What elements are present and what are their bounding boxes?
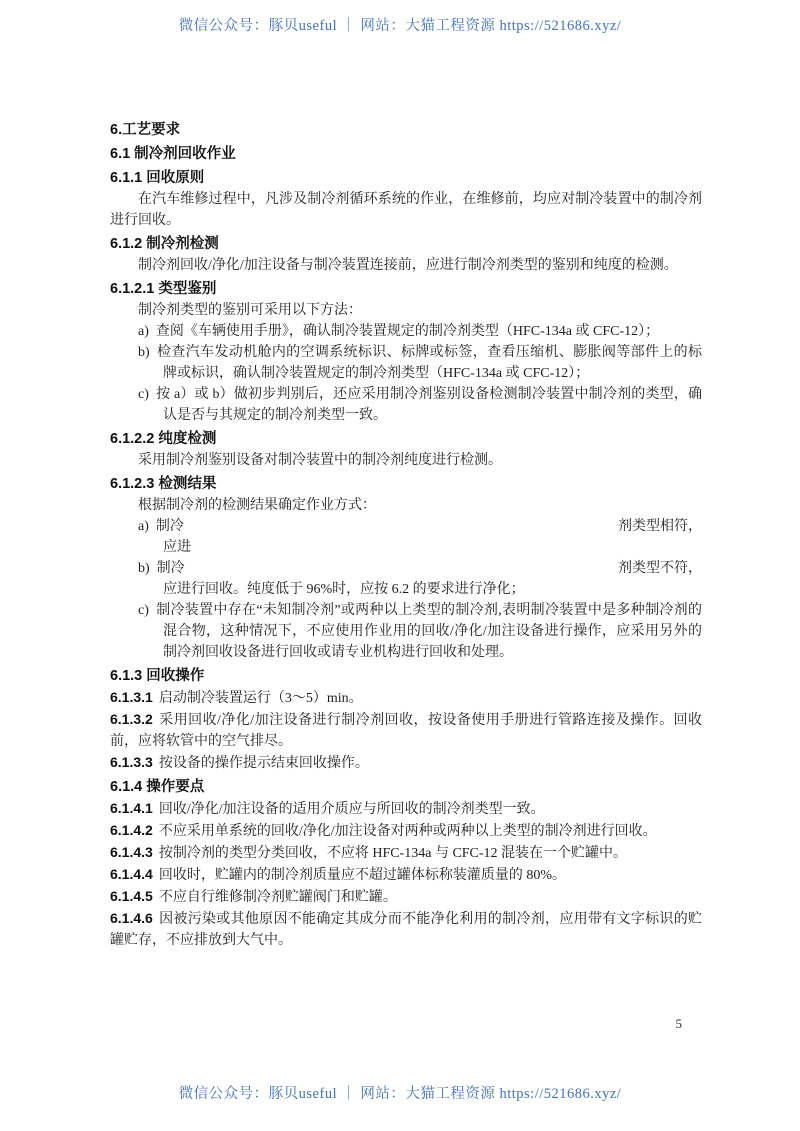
numbered-clause (110, 752, 702, 774)
clause-number: 6.1.4.3 (110, 844, 153, 860)
section-heading: 6.1.2.3 检测结果 (110, 476, 217, 492)
list-item-text: 检查汽车发动机舱内的空调系统标识、标牌或标签，查看压缩机、膨胀阀等部件上的标牌或标识，确认制冷装置规定的制冷剂类型（HFC-134a 或 CFC-12）； (156, 345, 702, 381)
document-body (110, 117, 702, 951)
list-item-redacted (110, 516, 702, 537)
clause-number: 6.1.4.1 (110, 800, 153, 816)
clause-text: 因被污染或其他原因不能确定其成分而不能净化利用的制冷剂，应用带有文字标识的贮罐贮存，不应排放到大气中。 (110, 912, 702, 948)
left-fragment-text: 制冷 (156, 561, 185, 576)
left-fragment-text: 制冷 (155, 519, 184, 534)
list-item-text: 制冷装置中存在“未知制冷剂”或两种以上类型的制冷剂,表明制冷装置中是多种制冷剂的混合物，这种情况下，不应使用作业用的回收/净化/加注设备进行操作，应采用另外的制冷剂回收设备进行回收或请专业机构进行回收和处理。 (155, 603, 702, 660)
clause-text: 启动制冷装置运行（3～5）min。 (158, 691, 363, 706)
section-heading: 6.1.3 回收操作 (110, 668, 205, 684)
numbered-clause (110, 842, 702, 864)
list-item (110, 321, 702, 342)
list-item-label: a) (138, 324, 149, 339)
section-heading: 6.1.2 制冷剂检测 (110, 236, 219, 252)
section-heading: 6.1.1 回收原则 (110, 170, 205, 186)
clause-number: 6.1.4.2 (110, 822, 153, 838)
numbered-clause (110, 908, 702, 951)
clause-text: 不应自行维修制冷剂贮罐阀门和贮罐。 (158, 890, 397, 905)
redacted-continuation-line: 应进行回收。纯度低于 96%时，应按 6.2 的要求进行净化； (163, 582, 525, 597)
redacted-right-fragment: 剂类型不符， (618, 561, 702, 576)
clause-text: 回收/净化/加注设备的适用介质应与所回收的制冷剂类型一致。 (158, 802, 545, 817)
list-item-text: 按 a）或 b）做初步判别后，还应采用制冷剂鉴别设备检测制冷装置中制冷剂的类型，确认是否与其规定的制冷剂类型一致。 (155, 387, 702, 423)
clause-text: 采用回收/净化/加注设备进行制冷剂回收，按设备使用手册进行管路连接及操作。回收前，应将软管中的空气排尽。 (110, 713, 702, 749)
list-item (110, 342, 702, 384)
clause-number: 6.1.4.4 (110, 866, 153, 882)
clause-number: 6.1.4.5 (110, 888, 153, 904)
section-heading: 6.工艺要求 (110, 122, 181, 138)
clause-number: 6.1.4.6 (110, 910, 153, 926)
clause-text: 按制冷剂的类型分类回收，不应将 HFC-134a 与 CFC-12 混装在一个贮罐中。 (158, 846, 628, 861)
paragraph: 制冷剂类型的鉴别可采用以下方法： (138, 303, 362, 318)
list-item-label: b) (138, 345, 150, 360)
page-number: 5 (675, 1016, 682, 1031)
numbered-clause (110, 820, 702, 842)
paragraph: 在汽车维修过程中，凡涉及制冷剂循环系统的作业，在维修前，均应对制冷装置中的制冷剂进行回收。 (110, 192, 702, 228)
clause-text: 不应采用单系统的回收/净化/加注设备对两种或两种以上类型的制冷剂进行回收。 (158, 824, 657, 839)
list-item-label: b) (138, 561, 150, 576)
list-item-label: c) (138, 603, 149, 618)
numbered-clause (110, 798, 702, 820)
list-item-text: 查阅《车辆使用手册》，确认制冷装置规定的制冷剂类型（HFC-134a 或 CFC-12）； (155, 324, 660, 339)
section-heading: 6.1.2.2 纯度检测 (110, 431, 217, 447)
numbered-clause (110, 687, 702, 709)
watermark-footer: 微信公众号：豚贝useful ｜ 网站：大猫工程资源 https://521686.xyz/ (178, 1086, 622, 1102)
list-item-redacted (110, 558, 702, 579)
paragraph: 采用制冷剂鉴别设备对制冷装置中的制冷剂纯度进行检测。 (138, 453, 502, 468)
list-item (110, 600, 702, 663)
section-heading: 6.1 制冷剂回收作业 (110, 146, 236, 162)
redacted-right-fragment: 剂类型相符， (618, 519, 702, 534)
paragraph: 根据制冷剂的检测结果确定作业方式： (138, 498, 376, 513)
numbered-clause (110, 864, 702, 886)
numbered-clause (110, 709, 702, 752)
section-heading: 6.1.4 操作要点 (110, 779, 205, 795)
redacted-left-fragment (138, 558, 185, 579)
clause-number: 6.1.3.2 (110, 711, 153, 727)
section-heading: 6.1.2.1 类型鉴别 (110, 281, 217, 297)
watermark-header: 微信公众号：豚贝useful ｜ 网站：大猫工程资源 https://521686.xyz/ (178, 18, 622, 34)
clause-number: 6.1.3.1 (110, 689, 153, 705)
list-item-label: c) (138, 387, 149, 402)
redacted-left-fragment (138, 516, 184, 537)
list-item-label: a) (138, 519, 149, 534)
clause-number: 6.1.3.3 (110, 754, 153, 770)
redacted-continuation-line: 应进 (163, 540, 191, 555)
list-item (110, 384, 702, 426)
paragraph: 制冷剂回收/净化/加注设备与制冷装置连接前，应进行制冷剂类型的鉴别和纯度的检测。 (138, 258, 678, 273)
numbered-clause (110, 886, 702, 908)
clause-text: 回收时，贮罐内的制冷剂质量应不超过罐体标称装灌质量的 80%。 (158, 868, 566, 883)
clause-text: 按设备的操作提示结束回收操作。 (158, 756, 369, 771)
